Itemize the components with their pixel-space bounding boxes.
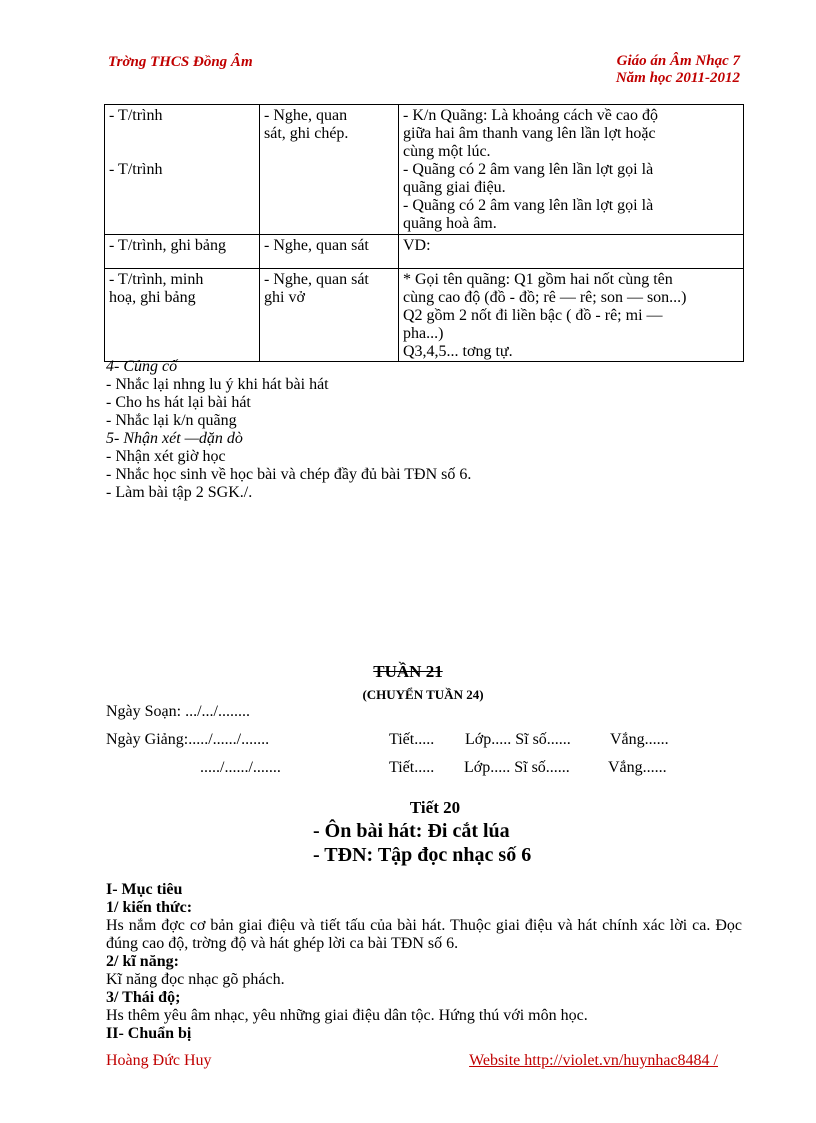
skill-text: Kĩ năng đọc nhạc gõ phách. [106,971,285,988]
table-cell-content [399,105,744,235]
date-taught-1: Ngày Giảng:...../....../....... [106,731,270,748]
cell-text: - Nghe, quan sát [264,271,369,288]
cell-text: Q3,4,5... tơng tự. [403,343,513,360]
list-item: - Nhận xét giờ học [106,448,226,465]
date-prepared: Ngày Soạn: .../.../........ [106,703,250,720]
header-right [616,53,740,87]
preparation-heading: II- Chuẩn bị [106,1025,192,1042]
objectives-section [106,881,742,1043]
cell-text: - Nghe, quan sát [264,237,369,254]
list-item: - Làm bài tập 2 SGK./. [106,484,253,501]
class-field: Lớp..... Sĩ số...... [464,759,570,776]
footer-author: Hoàng Đức Huy [106,1052,212,1069]
cell-text: - Nghe, quan [264,107,348,124]
cell-text: pha...) [403,325,444,342]
table-cell-activity [105,105,260,235]
lesson-number: Tiết 20 [409,798,461,817]
table-cell-student [260,269,399,362]
period-field: Tiết..... [389,759,435,776]
cell-text: - T/trình, minh [109,271,204,288]
skill-heading: 2/ kĩ năng: [106,953,179,970]
cell-text: giữa hai âm thanh vang lên lần lợt hoặc [403,125,656,142]
cell-text: VD: [403,237,431,254]
footer-website-link[interactable]: Website http://violet.vn/huynhac8484 / [469,1052,718,1069]
table-cell-student [260,105,399,235]
period-field: Tiết..... [389,731,435,748]
week-subtitle: (CHUYỂN TUẦN 24) [362,687,484,702]
absent-field: Vắng...... [608,759,667,776]
cell-text: - Quãng có 2 âm vang lên lần lợt gọi là [403,197,654,214]
header-school: Trờng THCS Đồng Âm [108,54,253,70]
objectives-heading: I- Mục tiêu [106,881,183,898]
list-item: - Cho hs hát lại bài hát [106,394,251,411]
lesson-title-2: - TĐN: Tập đọc nhạc số 6 [313,844,532,866]
list-item: - Nhắc lại k/n quãng [106,412,237,429]
class-field: Lớp..... Sĩ số...... [465,731,571,748]
table-cell-student [260,235,399,269]
attitude-heading: 3/ Thái độ; [106,989,181,1006]
table-row [105,269,744,362]
week-title: TUẦN 21 [373,662,443,681]
knowledge-text: Hs nắm đợc cơ bản giai điệu và tiết tấu của bài hát. Thuộc giai điệu và hát chính xác lời ca. Đọc đúng cao độ, trờng độ và hát ghép lời ca bài TĐN số 6. [106,917,742,952]
consolidation-section [106,358,471,502]
cell-text: - T/trình [109,107,163,124]
table-row [105,235,744,269]
lesson-table [104,104,744,362]
list-item: - Nhắc học sinh về học bài và chép đầy đủ bài TĐN số 6. [106,466,472,483]
date-taught-2: ...../....../....... [200,759,281,776]
cell-text: Q2 gồm 2 nốt đi liền bậc ( đồ - rê; mi — [403,307,663,324]
header-year: Năm học 2011-2012 [615,70,740,86]
cell-text: cùng một lúc. [403,143,491,160]
list-item: - Nhắc lại nhng lu ý khi hát bài hát [106,376,329,393]
cell-text: - T/trình [109,161,163,178]
table-cell-activity [105,235,260,269]
cell-text: hoạ, ghi bảng [109,289,196,306]
cell-text: sát, ghi chép. [264,125,349,142]
review-heading: 5- Nhận xét —dặn dò [106,430,243,447]
absent-field: Vắng...... [610,731,669,748]
header-subject: Giáo án Âm Nhạc 7 [616,53,740,69]
knowledge-heading: 1/ kiến thức: [106,899,193,916]
table-cell-activity [105,269,260,362]
cell-text: quãng giai điệu. [403,179,506,196]
cell-text: - Quãng có 2 âm vang lên lần lợt gọi là [403,161,654,178]
table-cell-content [399,235,744,269]
table-row [105,105,744,235]
cell-text: quãng hoà âm. [403,215,497,232]
cell-text: * Gọi tên quãng: Q1 gồm hai nốt cùng tên [403,271,673,288]
table-cell-content [399,269,744,362]
cell-text: - K/n Quãng: Là khoảng cách về cao độ [403,107,659,124]
cell-text: ghi vở [264,289,305,306]
lesson-title-1: - Ôn bài hát: Đi cắt lúa [313,820,510,842]
consolidation-heading: 4- Củng cố [106,358,178,375]
cell-text: - T/trình, ghi bảng [109,237,227,254]
cell-text: cùng cao độ (đồ - đồ; rê — rê; son — son...) [403,289,687,306]
attitude-text: Hs thêm yêu âm nhạc, yêu những giai điệu dân tộc. Hứng thú với môn học. [106,1007,588,1024]
